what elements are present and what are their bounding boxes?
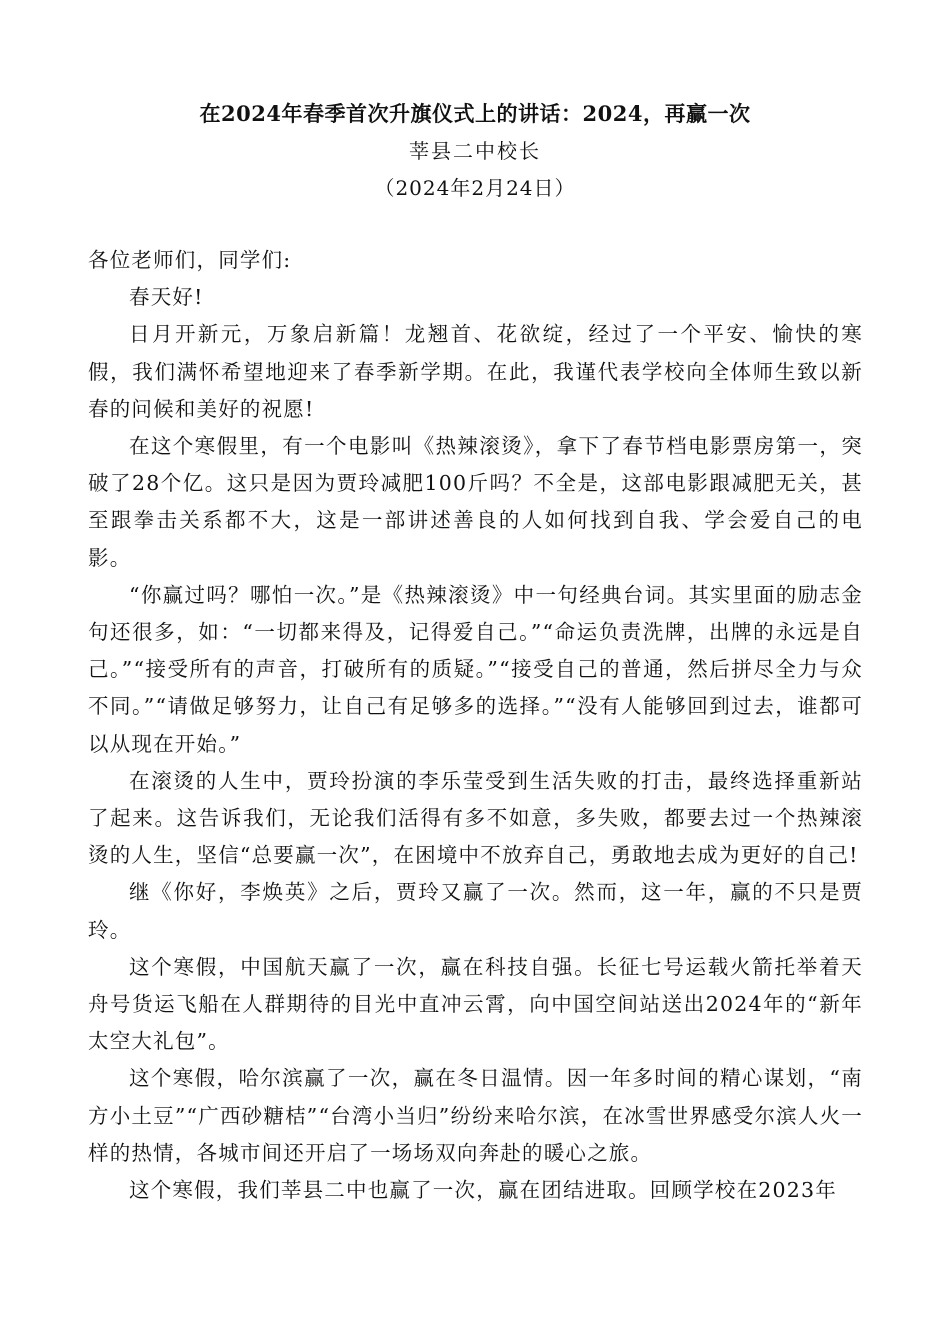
document-title: 在2024年春季首次升旗仪式上的讲话：2024，再赢一次 (199, 101, 751, 126)
document-date: （2024年2月24日） (374, 176, 576, 200)
paragraph: 继《你好，李焕英》之后，贾玲又赢了一次。然而，这一年，赢的不只是贾玲。 (88, 880, 863, 942)
document-body (88, 242, 863, 1209)
paragraph: 在滚烫的人生中，贾玲扮演的李乐莹受到生活失败的打击，最终选择重新站了起来。这告诉我们，无论我们活得有多不如意，多失败，都要去过一个热辣滚烫的人生，坚信“总要赢一次”，在困境中不放弃自己，勇敢地去成为更好的自己! (88, 768, 863, 868)
paragraph: 这个寒假，中国航天赢了一次，赢在科技自强。长征七号运载火箭托举着天舟号货运飞船在人群期待的目光中直冲云霄，向中国空间站送出2024年的“新年太空大礼包”。 (88, 954, 863, 1054)
paragraph: 春天好! (129, 285, 204, 310)
document-author: 莘县二中校长 (409, 139, 541, 163)
paragraph: 在这个寒假里，有一个电影叫《热辣滚烫》，拿下了春节档电影票房第一，突破了28个亿。这只是因为贾玲减肥100斤吗？不全是，这部电影跟减肥无关，甚至跟拳击关系都不大，这是一部讲述善良的人如何找到自我、学会爱自己的电影。 (88, 434, 863, 570)
paragraph: 这个寒假，我们莘县二中也赢了一次，赢在团结进取。回顾学校在2023年 (129, 1178, 837, 1203)
paragraph: 日月开新元，万象启新篇！龙翘首、花欲绽，经过了一个平安、愉快的寒假，我们满怀希望地迎来了春季新学期。在此，我谨代表学校向全体师生致以新春的问候和美好的祝愿! (88, 322, 863, 421)
salutation: 各位老师们，同学们: (88, 248, 292, 272)
paragraph: 这个寒假，哈尔滨赢了一次，赢在冬日温情。因一年多时间的精心谋划，“南方小土豆”“广西砂糖桔”“台湾小当归”纷纷来哈尔滨，在冰雪世界感受尔滨人火一样的热情，各城市间还开启了一场场双向奔赴的暖心之旅。 (88, 1066, 863, 1165)
paragraph: “你赢过吗？哪怕一次。”是《热辣滚烫》中一句经典台词。其实里面的励志金句还很多，如：“一切都来得及，记得爱自己。”“命运负责洗牌，出牌的永远是自己。”“接受所有的声音，打破所有的质疑。”“接受自己的普通，然后拼尽全力与众不同。”“请做足够努力，让自己有足够多的选择。”“没有人能够回到过去，谁都可以从现在开始。” (88, 582, 863, 756)
